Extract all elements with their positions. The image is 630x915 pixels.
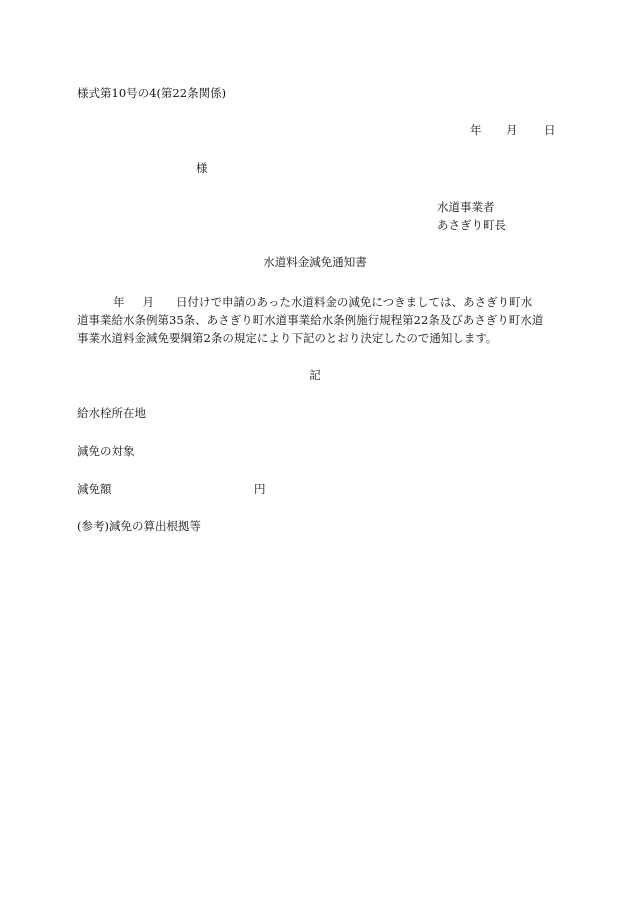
sender-title: 水道事業者 — [437, 200, 495, 214]
exemption-amount-row — [77, 482, 266, 496]
ki-heading: 記 — [309, 368, 321, 382]
water-tap-location-label: 給水栓所在地 — [77, 406, 146, 420]
body-line-2: 道事業給水条例第35条、あさぎり町水道事業給水条例施行規程第22条及びあさぎり町水道 — [77, 313, 544, 327]
body-line-3: 事業水道料金減免要綱第2条の規定により下記のとおり決定したので通知します。 — [77, 331, 498, 345]
yen-unit: 円 — [254, 482, 266, 496]
exemption-amount-label: 減免額 — [77, 482, 112, 496]
calculation-basis-label: (参考)減免の算出根拠等 — [77, 519, 201, 533]
document-title: 水道料金減免通知書 — [263, 255, 367, 269]
recipient-suffix: 様 — [196, 161, 208, 175]
body-line-1-text: 日付けで申請のあった水道料金の減免につきましては、あさぎり町水 — [176, 295, 533, 309]
sender-name: あさぎり町長 — [437, 218, 506, 232]
sender-block — [437, 198, 506, 234]
date-month-label: 月 — [506, 123, 518, 137]
body-line-1 — [77, 293, 559, 311]
notice-body — [77, 293, 559, 347]
body-month-label: 月 — [142, 295, 154, 309]
body-year-label: 年 — [113, 295, 125, 309]
form-number: 様式第10号の4(第22条関係) — [77, 86, 227, 100]
date-day-label: 日 — [544, 123, 556, 137]
date-year-label: 年 — [470, 123, 482, 137]
exemption-target-label: 減免の対象 — [77, 444, 135, 458]
date-line — [470, 123, 560, 137]
